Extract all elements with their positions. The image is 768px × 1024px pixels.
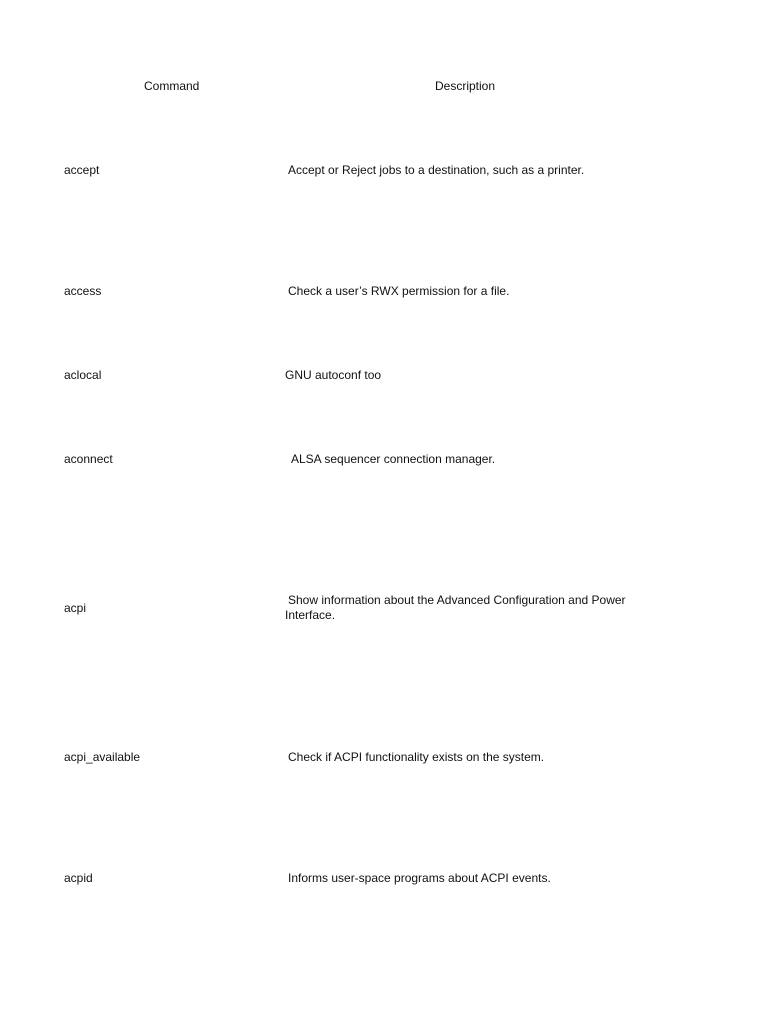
description-cell: Informs user-space programs about ACPI events. bbox=[288, 871, 551, 885]
command-cell: acpi_available bbox=[64, 750, 141, 764]
column-header-command: Command bbox=[144, 79, 200, 93]
column-header-description: Description bbox=[435, 79, 496, 93]
description-cell: Accept or Reject jobs to a destination, such as a printer. bbox=[288, 163, 585, 177]
description-cell: Check a user’s RWX permission for a file. bbox=[288, 284, 510, 298]
command-cell: accept bbox=[64, 163, 100, 177]
command-cell: access bbox=[64, 284, 102, 298]
description-cell: ALSA sequencer connection manager. bbox=[291, 452, 496, 466]
command-cell: acpid bbox=[64, 871, 93, 885]
command-cell: aconnect bbox=[64, 452, 113, 466]
description-cell: GNU autoconf too bbox=[285, 368, 382, 382]
command-cell: aclocal bbox=[64, 368, 102, 382]
description-cell: Show information about the Advanced Configuration and Power Interface. bbox=[285, 593, 626, 622]
command-cell: acpi bbox=[64, 601, 87, 615]
description-cell: Check if ACPI functionality exists on the system. bbox=[288, 750, 545, 764]
